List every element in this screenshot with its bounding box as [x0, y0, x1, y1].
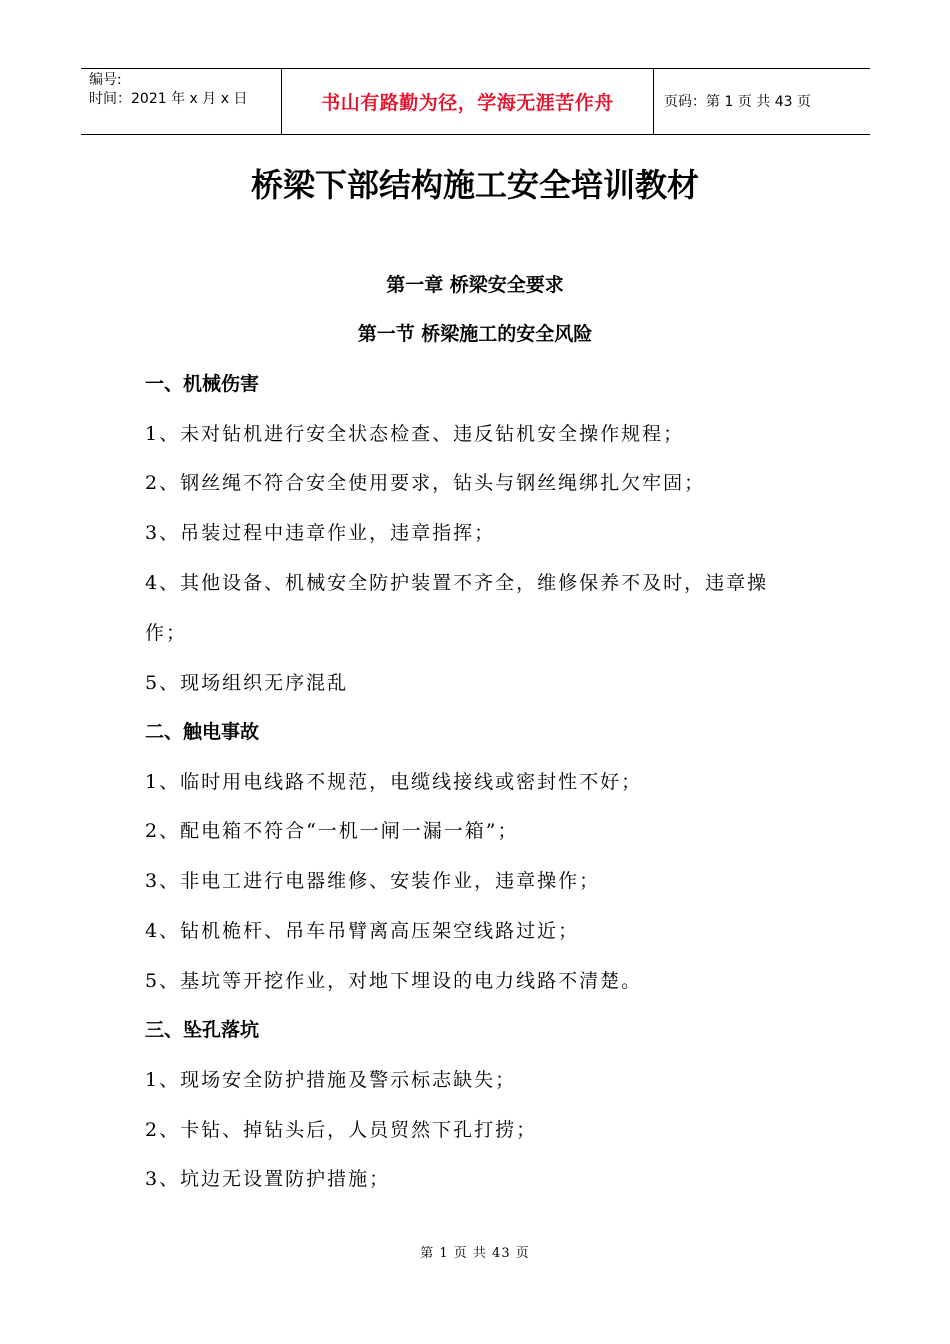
risk-item: 1、临时用电线路不规范，电缆线接线或密封性不好； [145, 771, 643, 793]
document-number-label: 编号: [89, 72, 122, 88]
risk-item: 5、现场组织无序混乱 [145, 672, 349, 694]
risk-item: 1、未对钻机进行安全状态检查、违反钻机安全操作规程； [145, 423, 685, 445]
header-meta-cell [81, 69, 281, 134]
risk-item: 1、现场安全防护措施及警示标志缺失； [145, 1069, 517, 1091]
risk-item: 2、配电箱不符合“一机一闸一漏一箱”； [145, 820, 519, 842]
risk-item: 2、钢丝绳不符合安全使用要求，钻头与钢丝绳绑扎欠牢固； [145, 472, 706, 494]
risk-heading-electric-shock: 二、触电事故 [145, 721, 260, 743]
page-header [81, 68, 870, 135]
header-motto-cell [281, 69, 654, 134]
risk-item: 2、卡钻、掉钻头后，人员贸然下孔打捞； [145, 1119, 538, 1141]
section-heading: 第一节 桥梁施工的安全风险 [357, 323, 593, 345]
risk-heading-falling: 三、坠孔落坑 [145, 1019, 260, 1041]
risk-item: 4、钻机桅杆、吊车吊臂离高压架空线路过近； [145, 920, 580, 942]
document-date: 时间：2021 年 x 月 x 日 [89, 91, 248, 107]
page-footer: 第 1 页 共 43 页 [420, 1246, 530, 1261]
document-title: 桥梁下部结构施工安全培训教材 [250, 166, 699, 204]
risk-item: 5、基坑等开挖作业，对地下埋设的电力线路不清楚。 [145, 970, 643, 992]
risk-item: 3、吊装过程中违章作业，违章指挥； [145, 522, 496, 544]
chapter-heading: 第一章 桥梁安全要求 [386, 274, 564, 296]
risk-heading-mechanical: 一、机械伤害 [145, 373, 260, 395]
header-motto: 书山有路勤为径，学海无涯苦作舟 [321, 92, 614, 114]
risk-item-continuation: 作； [145, 622, 188, 644]
header-page-cell [654, 69, 870, 134]
risk-item: 3、非电工进行电器维修、安装作业，违章操作； [145, 870, 601, 892]
risk-item: 3、坑边无设置防护措施； [145, 1168, 391, 1190]
header-page-info: 页码：第 1 页 共 43 页 [664, 94, 811, 110]
risk-item: 4、其他设备、机械安全防护装置不齐全，维修保养不及时，违章操 [145, 572, 769, 594]
